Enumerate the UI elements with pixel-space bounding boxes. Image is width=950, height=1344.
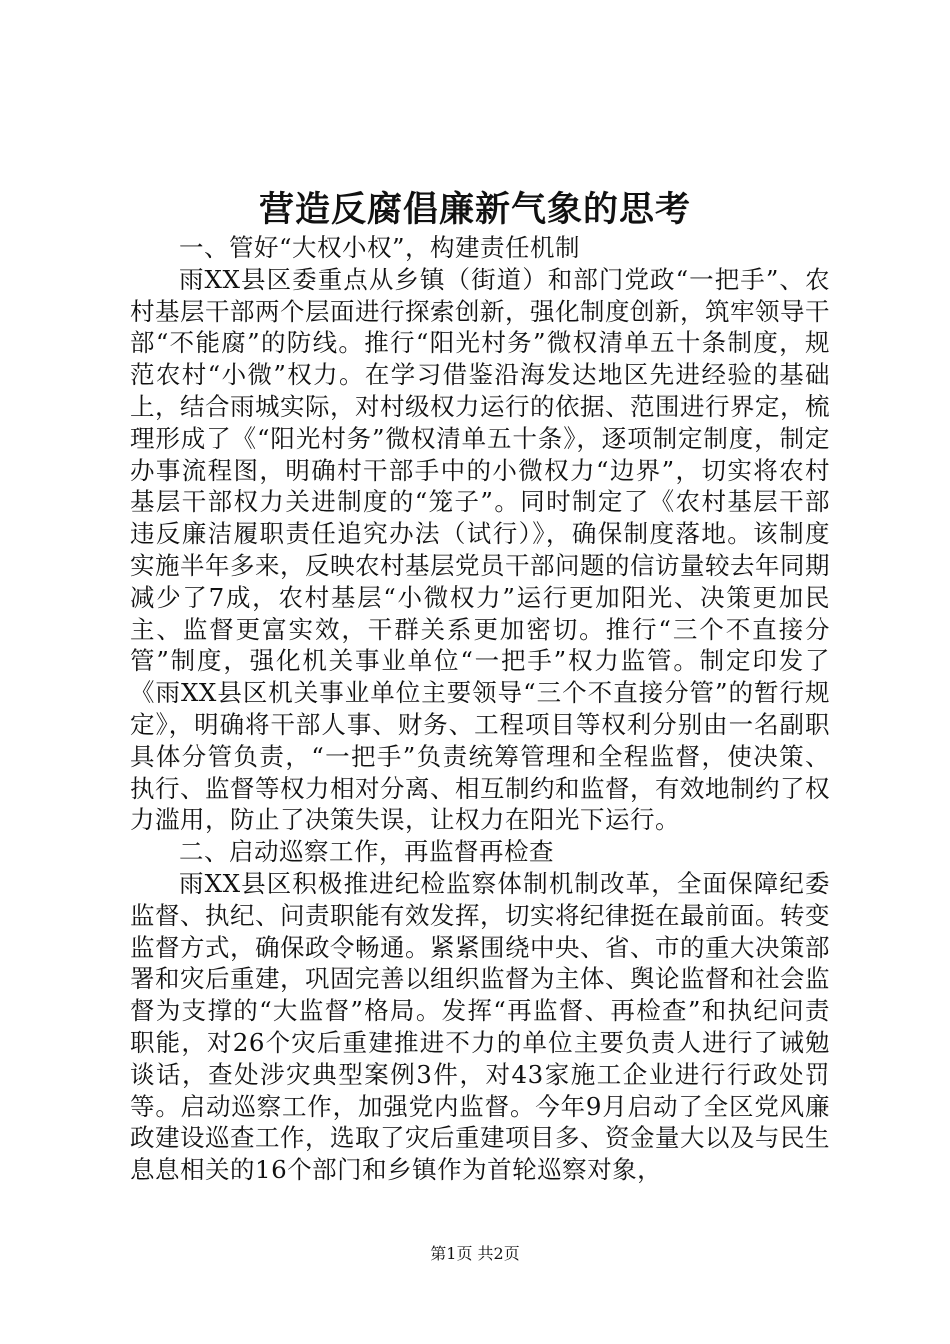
section-heading-1: 一、管好“大权小权”，构建责任机制 [179,233,581,262]
body-paragraph-1: 雨XX县区委重点从乡镇（街道）和部门党政“一把手”、农村基层干部两个层面进行探索创新，强化制度创新，筑牢领导干部“不能腐”的防线。推行“阳光村务”微权清单五十条制度，规范农村“小微”权力。在学习借鉴沿海发达地区先进经验的基础上，结合雨城实际，对村级权力运行的依据、范围进行界定，梳理形成了《“阳光村务”微权清单五十条》，逐项制定制度，制定办事流程图，明确村干部手中的小微权力“边界”，切实将农村基层干部权力关进制度的“笼子”。同时制定了《农村基层干部违反廉洁履职责任追究办法（试行）》，确保制度落地。该制度实施半年多来，反映农村基层党员干部问题的信访量较去年同期减少了7成，农村基层“小微权力”运行更加阳光、决策更加民主、监督更富实效，干群关系更加密切。推行“三个不直接分管”制度，强化机关事业单位“一把手”权力监管。制定印发了《雨XX县区机关事业单位主要领导“三个不直接分管”的暂行规定》，明确将干部人事、财务、工程项目等权利分别由一名副职具体分管负责，“一把手”负责统筹管理和全程监督，使决策、执行、监督等权力相对分离、相互制约和监督，有效地制约了权力滥用，防止了决策失误，让权力在阳光下运行。 [130,264,830,835]
section-heading-2: 二、启动巡察工作，再监督再检查 [179,837,554,867]
page-footer: 第1页 共2页 [430,1244,520,1263]
body-paragraph-2: 雨XX县区积极推进纪检监察体制机制改革，全面保障纪委监督、执纪、问责职能有效发挥，切实将纪律挺在最前面。转变监督方式，确保政令畅通。紧紧围绕中央、省、市的重大决策部署和灾后重建，巩固完善以组织监督为主体、舆论监督和社会监督为支撑的“大监督”格局。发挥“再监督、再检查”和执纪问责职能，对26个灾后重建推进不力的单位主要负责人进行了诫勉谈话，查处涉灾典型案例3件，对43家施工企业进行行政处罚等。启动巡察工作，加强党内监督。今年9月启动了全区党风廉政建设巡查工作，选取了灾后重建项目多、资金量大以及与民生息息相关的16个部门和乡镇作为首轮巡察对象， [130,868,830,1185]
document-title: 营造反腐倡廉新气象的思考 [258,189,691,230]
document-body [130,232,830,1186]
